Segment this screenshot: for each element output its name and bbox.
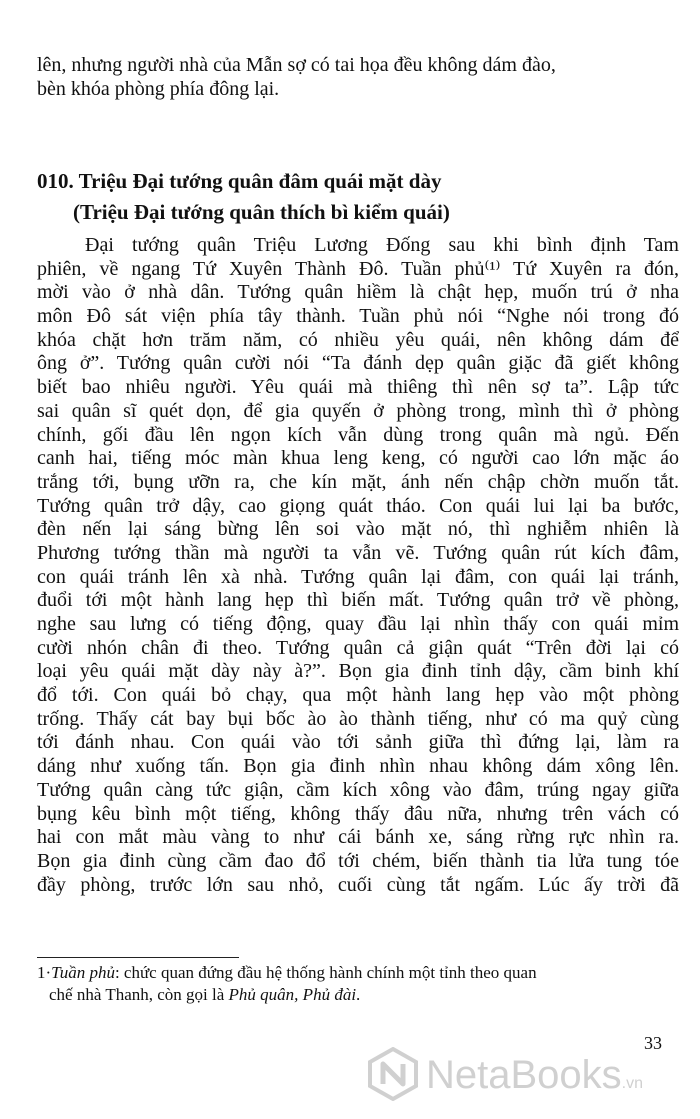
page-number: 33 <box>644 1033 662 1053</box>
body-line: cười nhón chân đi theo. Tướng quân cả giận quát “Trên đời lại có <box>37 636 679 659</box>
body-line: phiên, về ngang Tứ Xuyên Thành Đô. Tuần phủ⁽¹⁾ Tứ Xuyên ra đón, <box>37 257 679 280</box>
body-line: nghe sau lưng có tiếng động, quay đầu lại nhìn thấy con quái mỉm <box>37 613 679 635</box>
footnote-term: Tuần phủ <box>51 963 115 982</box>
intro-line: bèn khóa phòng phía đông lại. <box>37 77 280 100</box>
footnote <box>37 962 677 1006</box>
intro-line: lên, nhưng người nhà của Mẫn sợ có tai họa đều không dám đào, <box>37 54 556 76</box>
body-line: trắng tới, bụng ưỡn ra, che kín mặt, ánh nến chập chờn muốn tắt. <box>37 470 679 493</box>
body-line: trống. Thấy cát bay bụi bốc ào ào thành tiếng, như có ma quỷ cùng <box>37 707 679 730</box>
body-line: con quái tránh lên xà nhà. Tướng quân lại đâm, con quái lại tránh, <box>37 565 679 588</box>
body-line: chính, gối đầu lên ngọn kích vẫn dùng trong quân mà ngủ. Đến <box>37 423 679 446</box>
body-line: ông ở”. Tướng quân cười nói “Ta đánh dẹp quân giặc đã giết không <box>37 352 679 375</box>
body-line: loại yêu quái mặt dày này à?”. Bọn gia đinh tỉnh dậy, cầm binh khí <box>37 660 679 683</box>
watermark-text <box>426 1053 643 1098</box>
body-line: bụng kêu bình một tiếng, không thấy đâu nữa, nhưng trên vách có <box>37 802 679 825</box>
watermark-brand: NetaBooks <box>426 1053 622 1097</box>
footnote-line <box>37 984 677 1006</box>
body-line: mời vào ở nhà dân. Tướng quân hiềm là chật hẹp, muốn trú ở nha <box>37 281 679 304</box>
story-body <box>37 234 679 897</box>
body-line: dáng như xuống tấn. Bọn gia đinh nhìn nhau không dám xông lên. <box>37 755 679 778</box>
body-line: hai con mắt màu vàng to như cái bánh xe, sáng rừng rực nhìn ra. <box>37 826 679 849</box>
footnote-line <box>37 962 677 984</box>
story-title: 010. Triệu Đại tướng quân đâm quái mặt dày <box>37 169 442 193</box>
body-line: Phương tướng thần mà người ta vẫn vẽ. Tướng quân rút kích đâm, <box>37 541 679 564</box>
body-line: biết bao nhiêu người. Yêu quái mà thiêng thì nên sợ ta”. Lập tức <box>37 376 679 399</box>
footnote-divider <box>37 957 239 958</box>
body-line: đèn nến lại sáng bừng lên soi vào mặt nó, thì nghiễm nhiên là <box>37 518 679 541</box>
footnote-alt-names: Phủ quân, Phủ đài <box>228 985 357 1004</box>
body-line: Đại tướng quân Triệu Lương Đống sau khi bình định Tam <box>85 234 679 256</box>
body-line: đổ tới. Con quái bỏ chạy, qua một hành lang hẹp vào một phòng <box>37 684 679 707</box>
intro-paragraph <box>37 54 677 101</box>
body-line: đuổi tới một hành lang hẹp thì biến mất. Tướng quân trở về phòng, <box>37 589 679 612</box>
body-line: sai quân sĩ quét dọn, để gia quyến ở phòng trong, mình thì ở phòng <box>37 399 679 422</box>
watermark <box>366 1045 696 1105</box>
body-line: tới đánh nhau. Con quái vào tới sảnh giữa thì đứng lại, làm ra <box>37 731 679 754</box>
footnote-text: chế nhà Thanh, còn gọi là <box>49 985 229 1004</box>
body-line: Tướng quân trở dậy, cao giọng quát tháo. Con quái lui lại ba bước, <box>37 494 679 517</box>
body-line: Bọn gia đinh cùng cầm đao đổ tới chém, biến thành tia lửa tung tóe <box>37 849 679 872</box>
body-line: môn Đô sát viện phía tây thành. Tuần phủ nói “Nghe nói trong đó <box>37 305 679 328</box>
footnote-text: . <box>356 985 361 1004</box>
footnote-text: : chức quan đứng đầu hệ thống hành chính một tỉnh theo quan <box>114 963 537 982</box>
footnote-marker: 1· <box>37 963 52 982</box>
body-line: Tướng quân càng tức giận, cầm kích xông vào đâm, trúng ngay giữa <box>37 778 679 801</box>
story-subtitle: (Triệu Đại tướng quân thích bì kiểm quái) <box>73 200 450 224</box>
watermark-domain: .vn <box>621 1075 644 1092</box>
netabooks-logo-icon <box>366 1047 420 1101</box>
body-line: khóa chặt hơn trăm năm, có nhiều yêu quái, nên không dám để <box>37 328 679 351</box>
story-heading <box>37 166 677 228</box>
body-line: canh hai, tiếng móc màn khua leng keng, có người cao lớn mặc áo <box>37 447 679 470</box>
body-line: đầy phòng, trước lớn sau nhỏ, cuối cùng tắt ngấm. Lúc ấy trời đã <box>37 873 679 896</box>
